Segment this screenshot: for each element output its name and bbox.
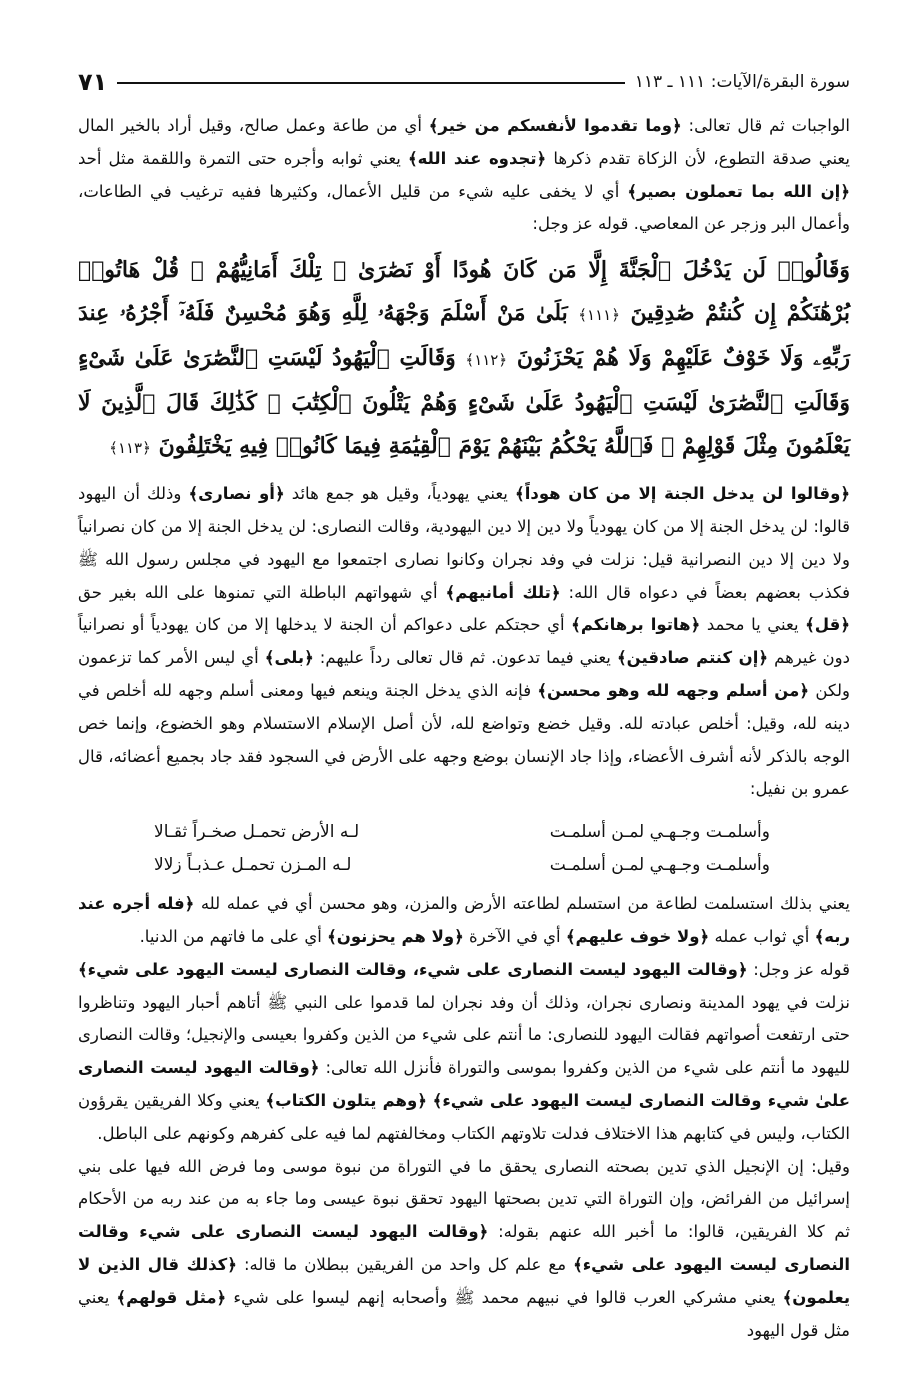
paragraph-5 xyxy=(78,1151,850,1348)
text: يعني مثل قول اليهود xyxy=(78,1287,850,1340)
quote: ﴿بلى﴾ xyxy=(264,648,314,668)
text: أي حجتكم على دعواكم أن الجنة لا يدخلها إلا من كان يهودياً أو نصرانياً دون غيرهم xyxy=(78,615,850,668)
quote: ﴿وقالت اليهود ليست النصارى على شيء، وقالت النصارى ليست اليهود على شيء﴾ xyxy=(78,959,748,979)
text: يعني فيما تدعون. ثم قال تعالى رداً عليهم: xyxy=(313,648,617,668)
quote: ﴿من أسلم وجهه لله وهو محسن﴾ xyxy=(537,680,810,700)
text: أي في الآخرة xyxy=(463,926,566,946)
verse-112: بَلَىٰ مَنْ أَسْلَمَ وَجْهَهُۥ لِلَّهِ وَهُوَ مُحْسِنٌ فَلَهُۥٓ أَجْرُهُۥ عِندَ رَبِّهِۦ وَلَا خَوْفٌ عَلَيْهِمْ وَلَا هُمْ يَحْزَنُونَ xyxy=(78,300,850,372)
text: أي شهواتهم الباطلة التي تمنوها على الله بغير حق xyxy=(78,582,446,602)
ayah-marker-112: ﴿١١٢﴾ xyxy=(465,351,508,370)
quran-verses xyxy=(78,249,850,470)
page-number: ٧١ xyxy=(78,68,108,96)
quote: ﴿قل﴾ xyxy=(805,615,850,635)
verse-113: وَقَالَتِ ٱلْيَهُودُ لَيْسَتِ ٱلنَّصَٰرَىٰ عَلَىٰ شَىْءٍ وَقَالَتِ ٱلنَّصَٰرَىٰ لَيْسَتِ ٱلْيَهُودُ عَلَىٰ شَىْءٍ وَهُمْ يَتْلُونَ ٱلْكِتَٰبَ ۗ كَذَٰلِكَ قَالَ ٱلَّذِينَ لَا يَعْلَمُونَ مِثْلَ قَوْلِهِمْ ۚ فَٱللَّهُ يَحْكُمُ بَيْنَهُمْ يَوْمَ ٱلْقِيَٰمَةِ فِيمَا كَانُوا۟ فِيهِ يَخْتَلِفُونَ xyxy=(78,345,850,460)
quote: ﴿هاتوا برهانكم﴾ xyxy=(571,615,701,635)
quote: ﴿ولا هم يحزنون﴾ xyxy=(327,926,464,946)
text: الواجبات ثم قال تعالى: xyxy=(681,116,850,135)
verse-111: وَقَالُوا۟ لَن يَدْخُلَ ٱلْجَنَّةَ إِلَّا مَن كَانَ هُودًا أَوْ نَصَٰرَىٰ ۗ تِلْكَ أَمَانِيُّهُمْ ۗ قُلْ هَاتُوا۟ بُرْهَٰنَكُمْ إِن كُنتُمْ صَٰدِقِينَ xyxy=(78,257,850,327)
quote: ﴿إن كنتم صادقين﴾ xyxy=(616,648,769,668)
text: يعني يهودياً، وقيل هو جمع هائد xyxy=(284,484,516,504)
poem-hemistich-left: لـه الأرض تحمـل صخـراً ثقـالا xyxy=(154,822,360,843)
quote: ﴿وقالوا لن يدخل الجنة إلا من كان هوداً﴾ xyxy=(515,484,850,504)
quote: ﴿وقالت اليهود ليست النصارى علىٰ شيء وقالت النصارى ليست اليهود على شيء﴾ xyxy=(78,1058,851,1110)
text: أي لا يخفى عليه شيء من قليل الأعمال، وكثيرها ففيه ترغيب في الطاعات، وأعمال البر وزجر عن المعاصي. قوله عز وجل: xyxy=(78,181,850,234)
surah-title: سورة البقرة/الآيات: ١١١ ـ ١١٣ xyxy=(634,72,850,92)
quote: ﴿تجدوه عند الله﴾ xyxy=(407,148,547,168)
header-rule xyxy=(117,81,624,84)
page-header xyxy=(78,62,850,102)
poem-verse xyxy=(78,849,850,882)
quote: ﴿وما تقدموا لأنفسكم من خير﴾ xyxy=(428,116,682,135)
text: يعني وكلا الفريقين يقرؤون الكتاب، وليس في كتابهم هذا الاختلاف فدلت تلاوتهم الكتاب ومخالفتهم لما فيه على كفرهم وكونهم على الباطل. xyxy=(78,1090,850,1143)
text: يعني يا محمد xyxy=(700,615,806,635)
quote: ﴿إن الله بما تعملون بصير﴾ xyxy=(627,181,850,201)
quote: ﴿مثل قولهم﴾ xyxy=(116,1287,227,1307)
text: أي من طاعة وعمل صالح، وقيل أراد بالخير المال يعني صدقة التطوع، لأن الزكاة تقدم ذكرها xyxy=(78,116,850,168)
text: وقيل: إن الإنجيل الذي تدين بصحته النصارى يحقق ما في التوراة من نبوة موسى وما فرض الله فيها على بني إسرائيل من الفرائض، وإن التوراة التي تدين بصحتها اليهود تحقق نبوة عيسى وما جاء به من عند ربه من الأحكام ثم كلا الفريقين، قالوا: ما أخبر الله عنهم بقوله: xyxy=(78,1156,850,1242)
text: قوله عز وجل: xyxy=(747,959,850,979)
text: أي ثواب عمله xyxy=(709,926,815,946)
quote: ﴿ولا خوف عليهم﴾ xyxy=(565,926,710,946)
text: أي على ما فاتهم من الدنيا. xyxy=(139,926,328,946)
quote: ﴿وهم يتلون الكتاب﴾ xyxy=(265,1090,427,1110)
text: وذلك أن اليهود قالوا: لن يدخل الجنة إلا من كان يهودياً ولا دين إلا دين اليهودية، وقالت النصارى: لن يدخل الجنة إلا من كان نصرانياً ولا دين إلا دين النصرانية قيل: نزلت في وفد نجران وكانوا نصارى اجتمعوا مع اليهود في مجلس رسول الله ﷺ فكذب بعضهم بعضاً في دعواه قال الله: xyxy=(78,484,850,602)
ayah-marker-111: ﴿١١١﴾ xyxy=(578,306,620,325)
paragraph-3 xyxy=(78,888,850,954)
text: يعني مشركي العرب قالوا في نبيهم محمد ﷺ وأصحابه إنهم ليسوا على شيء xyxy=(226,1287,783,1307)
text: مع علم كل واحد من الفريقين ببطلان ما قاله: xyxy=(236,1254,574,1274)
text: أي ليس الأمر كما تزعمون ولكن xyxy=(78,648,850,700)
text: يعني ثوابه وأجره حتى التمرة واللقمة مثل أحد xyxy=(78,148,408,168)
paragraph-1 xyxy=(78,110,850,241)
text: يعني بذلك استسلمت لطاعة من استسلم لطاعته الأرض والمزن، وهو محسن أي في عمله لله xyxy=(194,894,850,914)
poem-hemistich-left: لـه المـزن تحمـل عـذبـاً زلالا xyxy=(154,855,352,876)
quote: ﴿فله أجره عند ربه﴾ xyxy=(78,894,850,946)
text: فإنه الذي يدخل الجنة وينعم فيها ومعنى أسلم وجهه لله أخلص في دينه لله، وقيل: أخلص عبادته لله. وقيل خضع وتواضع لله، لأن أصل الإسلام الاستسلام وهو الخضوع، وإنما خص الوجه بالذكر لأنه أشرف الأعضاء، وإذا جاد الإنسان بوضع وجهه على الأرض في السجود فقد جاد بجميع أعضائه، قال عمرو بن نفيل: xyxy=(78,680,850,799)
quote: ﴿تلك أمانيهم﴾ xyxy=(445,582,561,602)
poem-hemistich-right: وأسلمـت وجـهـي لمـن أسلمـت xyxy=(549,855,770,876)
quote: ﴿كذلك قال الذين لا يعلمون﴾ xyxy=(78,1254,851,1307)
poem-verse xyxy=(78,816,850,849)
quote: ﴿وقالت اليهود ليست النصارى على شيء وقالت النصارى ليست اليهود على شيء﴾ xyxy=(78,1222,851,1274)
paragraph-2 xyxy=(78,478,850,806)
paragraph-4 xyxy=(78,954,850,1151)
poem-hemistich-right: وأسلمـت وجـهـي لمـن أسلمـت xyxy=(549,822,770,843)
ayah-marker-113: ﴿١١٣﴾ xyxy=(109,439,151,458)
text: نزلت في يهود المدينة ونصارى نجران، وذلك أن وفد نجران لما قدموا على النبي ﷺ أتاهم أحبار اليهود وتناظروا حتى ارتفعت أصواتهم فقالت اليهود للنصارى: ما أنتم على شيء من الذين وكفروا بعيسى والإنجيل؛ وقالت النصارى لليهود ما أنتم على شيء من الذين وكفروا بموسى والتوراة فأنزل الله تعالى: xyxy=(78,992,850,1078)
poem xyxy=(78,816,850,882)
quote: ﴿أو نصارى﴾ xyxy=(188,484,285,504)
